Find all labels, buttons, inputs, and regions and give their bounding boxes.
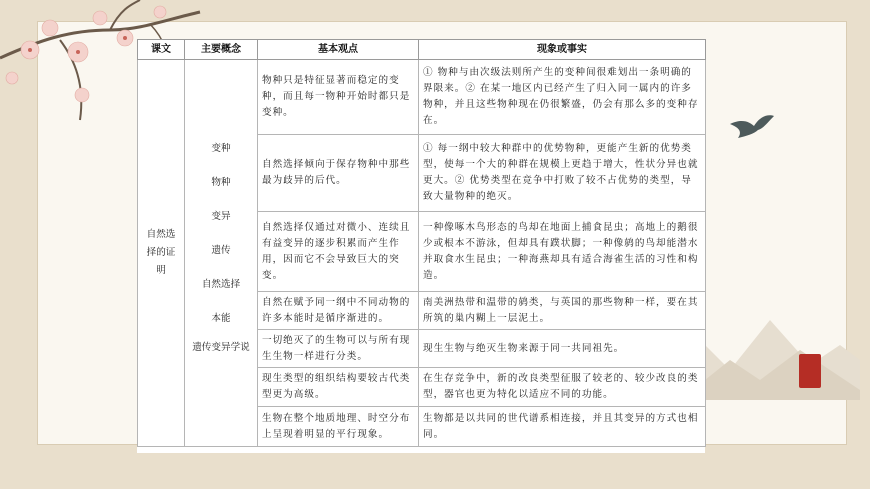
comparison-table-container — [137, 39, 705, 453]
fact-cell: 生物都是以共同的世代谱系相连接，并且其变异的方式也相同。 — [419, 407, 706, 447]
fact-cell: 一种像啄木鸟形态的鸟却在地面上捕食昆虫；高地上的鹅很少或根本不游泳，但却具有蹼状脚；一种像鸫的鸟却能潜水并取食水生昆虫；一种海燕却具有适合海雀生活的习性和构造。 — [419, 212, 706, 292]
concept-heredity-variation-theory: 遗传变异学说 — [192, 342, 250, 353]
concept-heredity: 遗传 — [211, 245, 231, 256]
view-cell: 物种只是特征显著而稳定的变种，而且每一物种开始时都只是变种。 — [258, 60, 419, 135]
concept-variation: 变异 — [211, 211, 231, 222]
view-cell: 现生类型的组织结构要较古代类型更为高级。 — [258, 368, 419, 407]
section-label-cell: 自然选择的证明 — [138, 60, 185, 447]
concept-instinct: 本能 — [211, 313, 231, 324]
view-cell: 自然在赋予同一纲中不同动物的许多本能时是循序渐进的。 — [258, 292, 419, 330]
header-basic-views: 基本观点 — [258, 40, 419, 60]
view-cell: 自然选择倾向于保存物种中那些最为歧异的后代。 — [258, 135, 419, 212]
concept-natural-selection: 自然选择 — [201, 279, 241, 290]
header-lesson: 课文 — [138, 40, 185, 60]
flying-bird-icon — [728, 112, 776, 140]
fact-cell: 在生存竞争中，新的改良类型征服了较老的、较少改良的类型，器官也更为特化以适应不同的功能。 — [419, 368, 706, 407]
fact-cell: ① 每一纲中较大种群中的优势物种，更能产生新的优势类型，使每一个大的种群在规模上更趋于增大，性状分异也就更大。② 优势类型在竞争中打败了较不占优势的类型，导致大量物种的绝灭。 — [419, 135, 706, 212]
red-seal-stamp — [799, 354, 821, 388]
fact-cell: ① 物种与由次级法则所产生的变种间很难划出一条明确的界限来。② 在某一地区内已经产生了归入同一属内的许多物种，并且这些物种现在仍很繁盛，仍会有那么多的变种存在。 — [419, 60, 706, 135]
table-header-row — [138, 40, 706, 60]
concept-variety: 变种 — [211, 143, 231, 154]
header-phenomena-facts: 现象或事实 — [419, 40, 706, 60]
view-cell: 一切绝灭了的生物可以与所有现生生物一样进行分类。 — [258, 330, 419, 368]
view-cell: 生物在整个地质地理、时空分布上呈现着明显的平行现象。 — [258, 407, 419, 447]
concepts-cell — [185, 60, 258, 447]
fact-cell: 南美洲热带和温带的鸫类，与英国的那些物种一样，要在其所筑的巢内糊上一层泥土。 — [419, 292, 706, 330]
header-main-concepts: 主要概念 — [185, 40, 258, 60]
evolution-theory-table — [137, 39, 706, 447]
fact-cell: 现生生物与绝灭生物来源于同一共同祖先。 — [419, 330, 706, 368]
concept-species: 物种 — [211, 177, 231, 188]
view-cell: 自然选择仅通过对微小、连续且有益变异的逐步积累而产生作用，因而它不会导致巨大的突变。 — [258, 212, 419, 292]
table-row — [138, 60, 706, 135]
